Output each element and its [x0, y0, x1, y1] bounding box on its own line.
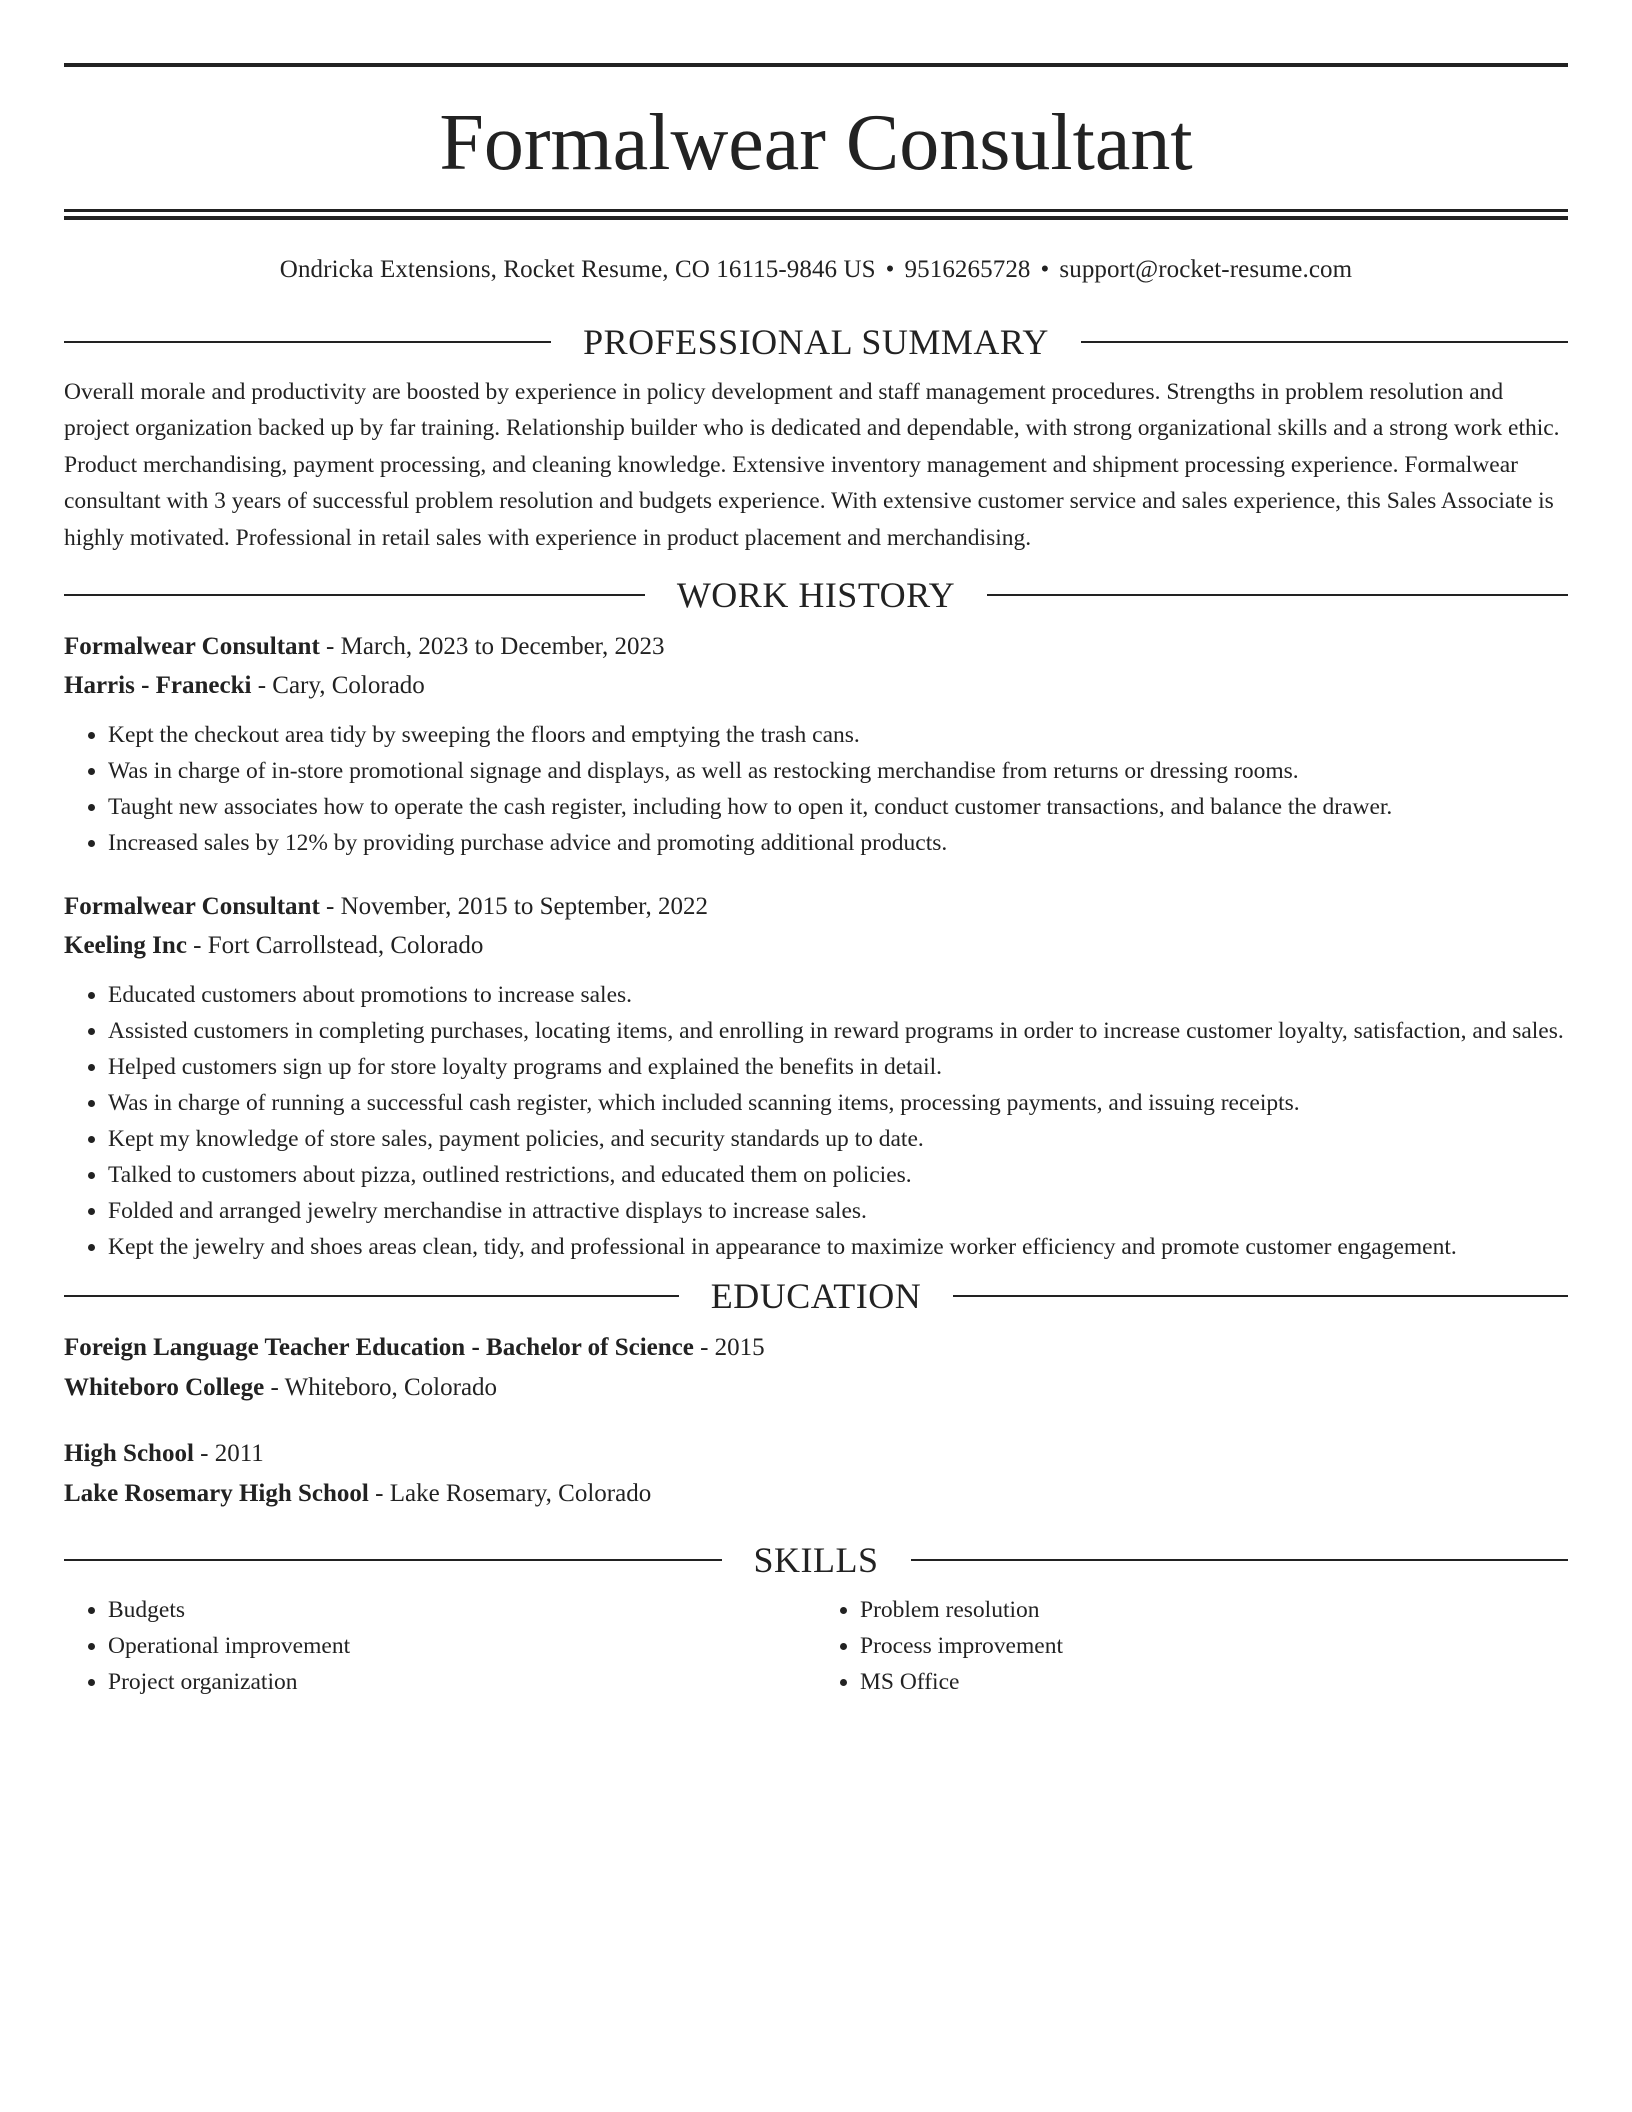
- job-company: Keeling Inc: [64, 932, 187, 960]
- education-year: - 2011: [193, 1440, 264, 1468]
- job-title-line: [64, 627, 1568, 666]
- education-year: - 2015: [693, 1334, 765, 1362]
- heading-rule: [64, 341, 551, 343]
- education-school: Whiteboro College: [64, 1374, 265, 1402]
- education-degree: High School: [64, 1440, 194, 1468]
- contact-separator: •: [1040, 256, 1050, 283]
- contact-separator: •: [885, 256, 895, 283]
- education-school: Lake Rosemary High School: [64, 1480, 369, 1508]
- header-double-rule: [64, 209, 1568, 220]
- job-title: Formalwear Consultant: [64, 633, 320, 661]
- job-entry: [64, 887, 1568, 1265]
- job-bullet: • Helped customers sign up for store loyalty programs and explained the benefits in detail.: [108, 1049, 1568, 1085]
- contact-line: [64, 257, 1568, 287]
- job-location: - Fort Carrollstead, Colorado: [186, 932, 484, 960]
- job-bullet: • Kept the jewelry and shoes areas clean, tidy, and professional in appearance to maximize worker efficiency and promote customer engagement.: [108, 1229, 1568, 1265]
- section-title: PROFESSIONAL SUMMARY: [583, 322, 1049, 362]
- education-degree-line: [64, 1434, 1568, 1474]
- job-title-line: [64, 887, 1568, 926]
- job-bullet: • Increased sales by 12% by providing purchase advice and promoting additional products.: [108, 825, 1568, 861]
- job-bullets: [64, 977, 1568, 1265]
- contact-address: Ondricka Extensions, Rocket Resume, CO 16115-9846 US: [279, 256, 876, 283]
- job-bullet: • Was in charge of in-store promotional signage and displays, as well as restocking merchandise from returns or dressing rooms.: [108, 753, 1568, 789]
- heading-rule: [64, 1559, 722, 1561]
- job-bullet: • Was in charge of running a successful cash register, which included scanning items, processing payments, and issuing receipts.: [108, 1085, 1568, 1121]
- skill-item: • Process improvement: [860, 1628, 1568, 1664]
- section-title: WORK HISTORY: [676, 575, 956, 616]
- skills-column-right: [816, 1592, 1568, 1700]
- section-heading-work-history: [64, 575, 1568, 615]
- section-heading-skills: [64, 1540, 1568, 1580]
- education-degree-line: [64, 1328, 1568, 1368]
- job-bullet: • Taught new associates how to operate the cash register, including how to open it, conduct customer transactions, and balance the drawer.: [108, 789, 1568, 825]
- job-location: - Cary, Colorado: [251, 672, 425, 700]
- job-bullet: • Kept the checkout area tidy by sweeping the floors and emptying the trash cans.: [108, 717, 1568, 753]
- section-heading-education: [64, 1276, 1568, 1316]
- job-title: Formalwear Consultant: [64, 893, 320, 921]
- section-title: SKILLS: [753, 1540, 879, 1581]
- heading-rule: [64, 1295, 679, 1297]
- education-school-line: [64, 1474, 1568, 1514]
- job-dates: - November, 2015 to September, 2022: [319, 893, 708, 921]
- job-bullet: • Folded and arranged jewelry merchandise in attractive displays to increase sales.: [108, 1193, 1568, 1229]
- section-title: EDUCATION: [710, 1276, 922, 1317]
- job-bullet: • Kept my knowledge of store sales, payment policies, and security standards up to date.: [108, 1121, 1568, 1157]
- job-company-line: [64, 926, 1568, 965]
- education-location: - Whiteboro, Colorado: [264, 1374, 498, 1402]
- job-bullet: • Assisted customers in completing purchases, locating items, and enrolling in reward programs in order to increase customer loyalty, satisfaction, and sales.: [108, 1013, 1568, 1049]
- summary-paragraph: Overall morale and productivity are boosted by experience in policy development and staff management procedures. Strengths in problem resolution and project organization backed up by far training. Relationship builder who is dedicated and dependable, with strong organizational skills and a strong work ethic. Product merchandising, payment processing, and cleaning knowledge. Extensive inventory management and shipment processing experience. Formalwear consultant with 3 years of successful problem resolution and budgets experience. With extensive customer service and sales experience, this Sales Associate is highly motivated. Professional in retail sales with experience in product placement and merchandising.: [64, 379, 1560, 551]
- section-heading-summary: [64, 322, 1568, 362]
- education-school-line: [64, 1368, 1568, 1408]
- education-degree: Foreign Language Teacher Education - Bachelor of Science: [64, 1334, 694, 1362]
- contact-phone[interactable]: 9516265728: [904, 256, 1031, 283]
- job-bullets: [64, 717, 1568, 861]
- resume-name: Formalwear Consultant: [439, 99, 1193, 187]
- job-company-line: [64, 666, 1568, 705]
- skill-item: • Budgets: [108, 1592, 816, 1628]
- education-entry: [64, 1328, 1568, 1408]
- heading-rule: [1081, 341, 1568, 343]
- education-entry: [64, 1434, 1568, 1514]
- skill-item: • Project organization: [108, 1664, 816, 1700]
- heading-rule: [987, 594, 1568, 596]
- job-bullet: • Educated customers about promotions to increase sales.: [108, 977, 1568, 1013]
- job-company: Harris - Franecki: [64, 672, 252, 700]
- skill-item: • Operational improvement: [108, 1628, 816, 1664]
- header-top-rule: [64, 63, 1568, 67]
- job-entry: [64, 627, 1568, 861]
- heading-rule: [911, 1559, 1569, 1561]
- contact-email[interactable]: support@rocket-resume.com: [1059, 256, 1353, 283]
- job-dates: - March, 2023 to December, 2023: [319, 633, 665, 661]
- job-bullet: • Talked to customers about pizza, outlined restrictions, and educated them on policies.: [108, 1157, 1568, 1193]
- heading-rule: [64, 594, 645, 596]
- skill-item: • Problem resolution: [860, 1592, 1568, 1628]
- skills-column-left: [64, 1592, 816, 1700]
- education-location: - Lake Rosemary, Colorado: [368, 1480, 652, 1508]
- skill-item: • MS Office: [860, 1664, 1568, 1700]
- skills-grid: [64, 1592, 1568, 1700]
- heading-rule: [953, 1295, 1568, 1297]
